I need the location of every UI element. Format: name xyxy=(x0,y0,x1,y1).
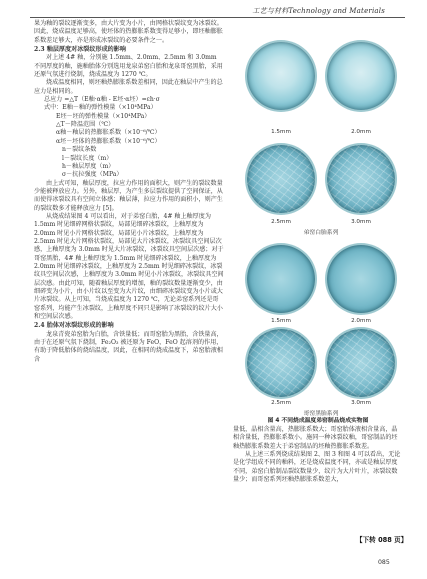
thickness-label: 1.5mm xyxy=(271,318,291,324)
thickness-label: 2.5mm xyxy=(271,400,291,406)
series-label-white-body: 弟窑白胎系列 xyxy=(303,230,339,236)
left-column xyxy=(34,20,224,364)
thickness-label: 2.5mm xyxy=(271,219,291,225)
paragraph: 烧成温度相同，则坯釉热膨胀系数差相同，因此在釉层中产生的总应力是相同的。 xyxy=(34,79,223,95)
sample-plate-photo xyxy=(247,42,315,110)
thickness-label: 2.0mm xyxy=(351,318,371,324)
sample-plate-photo xyxy=(247,245,315,313)
formula: 总应力 =△T（E釉·α釉 - E坯·α坯）=εh·σ xyxy=(44,96,160,104)
sample-plate-photo xyxy=(247,329,315,397)
paragraph: 从上述三系列烧成结果图 2、图 3 和图 4 可以看出，无论是化学组成不同的釉料，还是烧成温度不同，亦或是釉层厚度不同，弟窑白胎制品裂纹数量少，纹片为大片叶片，冰裂纹数量少；而哥窑系列坯釉热膨胀系数差大， xyxy=(233,451,401,484)
formula-legend: α坯－坯体的热膨胀系数（×10⁻⁶/℃） xyxy=(56,137,161,145)
header-rule xyxy=(30,17,405,18)
formula-legend: α釉－釉层的热膨胀系数（×10⁻⁶/℃） xyxy=(56,129,161,137)
sample-plate-photo xyxy=(327,329,395,397)
thickness-label: 3.0mm xyxy=(351,219,371,225)
section-heading: 2.4 胎体对冰裂纹形成的影响 xyxy=(34,322,114,330)
journal-header: 工艺与材料Technology and Materials xyxy=(252,7,385,15)
series-label-black-body: 哥窑黑胎系列 xyxy=(303,411,339,417)
thickness-label: 3.0mm xyxy=(351,400,371,406)
formula-legend: h－釉层厚度（m） xyxy=(62,162,115,170)
formula-legend: △T－降温范围（℃） xyxy=(56,121,115,129)
paragraph: 果为釉的裂纹逐渐变多，由大片变为小片，由网格状裂纹变为冰裂纹。因此，烧成温度足够高，使坯体的热膨胀系数变得足够小，即坯釉膨胀系数差足够大，亦是形成冰裂纹的必要条件之一。 xyxy=(34,20,223,44)
continued-reference: 【下转 088 页】 xyxy=(356,536,408,544)
section-heading: 2.3 釉层厚度对冰裂纹形成的影响 xyxy=(34,46,126,54)
formula-legend: E坯－坯的弹性模量（×10⁴MPa） xyxy=(56,112,151,120)
paragraph: 量低，晶相含量高，热膨胀系数大；哥窑胎体液相含量高，晶相含量低，热膨胀系数小。施同一种冰裂纹釉，哥窑制品的坯釉热膨胀系数差大于弟窑制品的坯釉热膨胀系数差。 xyxy=(233,426,398,450)
formula-legend: 式中：E釉－釉的弹性模量（×10⁴MPa） xyxy=(44,104,157,112)
paragraph: 由上式可知，釉层厚度，拉应力作用的面积大，则产生的裂纹数量少能被释放应力。另外，釉层厚，为产生多层裂纹提供了空间保证，从而使得冰裂纹具有空间立体感；釉层薄，拉应力作用的面积小，则产生的裂纹数多才能释放应力 [5]。 xyxy=(34,179,223,212)
right-column xyxy=(233,426,403,484)
sample-plate-photo xyxy=(327,245,395,313)
formula-legend: σ－抗拉强度（MPa） xyxy=(62,171,123,179)
formula-legend: n－裂纹条数 xyxy=(62,146,97,154)
formula-legend: l－裂纹长度（m） xyxy=(62,154,113,162)
paragraph: 对上述 4# 釉，分别施 1.5mm、2.0mm、2.5mm 和 3.0mm 不同厚度的釉，施釉胎体分别选用龙泉弟窑白胎和龙泉哥窑黑胎，采用还原气氛进行烧制，烧成温度为 1270 ℃。 xyxy=(34,54,223,79)
sample-plate-photo xyxy=(247,145,315,213)
figure-caption: 图 4 不同烧成温度弟窑制品烧成实物图 xyxy=(267,418,369,424)
paragraph: 龙泉青瓷弟窑胎为白胎，含铁量低；而哥窑胎为黑胎，含铁量高，由于在还原气氛下烧制，Fe₂O₃ 被还原为 FeO，FeO 起溶剂的作用，有助于降低胎体的烧结温度，因此，在相同的烧成温度下，弟窑胎液相含 xyxy=(34,330,223,363)
paragraph: 从烧成结果图 4 可以看出，对于弟窑白胎，4# 釉上釉厚度为 1.5mm 时见细碎网格状裂纹，局部见细碎冰裂纹，上釉厚度为 2.0mm 时见小片网格状裂纹，局部见小片冰裂纹，上釉厚度为 2.5mm 时见大片网格状裂纹，局部见大片冰裂纹，冰裂纹具空间层次感，上釉厚度为 3.0mm 时见大片冰裂纹，冰裂纹具空间层次感；对于哥窑黑胎，4# 釉上釉厚度为 1.5mm 时见细碎冰裂纹，上釉厚度为 2.0mm 时见细碎冰裂纹，上釉厚度为 2.5mm 时见细碎冰裂纹，冰裂纹具空间层次感，上釉厚度为 3.0mm 时见小片冰裂纹，冰裂纹具空间层次感。由此可知，随着釉层厚度的增加，釉的裂纹数量逐渐变少，由细碎变为小片，由小片纹以至变为大片纹，由细碎冰裂纹变为小片或大片冰裂纹。从上可知，当烧成温度为 1270 ℃，无论弟窑系列还是哥窑系列，均能产生冰裂纹，上釉厚度不同只是影响了冰裂纹的纹片大小和空间层次感。 xyxy=(34,212,224,321)
sample-plate-photo xyxy=(327,145,395,213)
sample-plate-photo xyxy=(327,42,395,110)
page-number: 085 xyxy=(378,559,390,566)
thickness-label: 1.5mm xyxy=(271,129,291,135)
thickness-label: 2.0mm xyxy=(351,129,371,135)
